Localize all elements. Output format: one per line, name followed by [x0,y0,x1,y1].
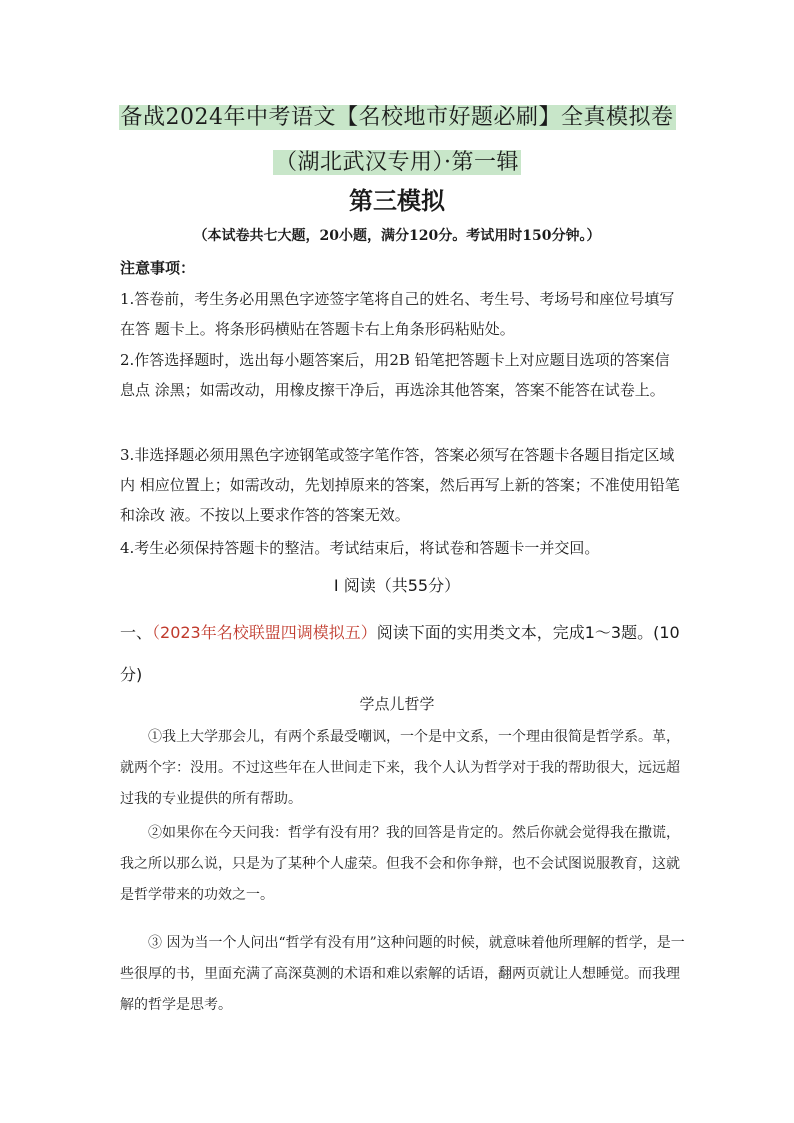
note-item-3: 3.非选择题必须用黑色字迹钢笔或签字笔作答，答案必须写在答题卡各题目指定区域内 相应位置上；如需改动，先划掉原来的答案，然后再写上新的答案；不准使用铅笔和涂改 液。不按以上要求作答的答案无效。 [120,446,680,524]
article-paragraph-2: ②如果你在今天问我：哲学有没有用？我的回答是肯定的。然后你就会觉得我在撒谎，我之所以那么说，只是为了某种个人虚荣。但我不会和你争辩，也不会试图说服教育，这就是哲学带来的功效之一。 [120,825,680,903]
article-paragraph-3: ③ 因为当一个人问出“哲学有没有用”这种问题的时候，就意味着他所理解的哲学，是一些很厚的书，里面充满了高深莫测的术语和难以索解的话语，翻两页就让人想睡觉。而我理解的哲学是思考。 [120,935,685,1013]
exam-subtitle: 第三模拟 [349,187,445,215]
question-1-prompt [120,612,690,696]
exam-title-line2 [0,143,794,183]
article-title: 学点儿哲学 [359,695,435,713]
question-1-text: 阅读下面的实用类文本，完成1～3题。(10分) [120,623,680,684]
section-title: Ⅰ 阅读（共55分） [333,576,461,595]
question-1-number: 一、 [120,623,153,642]
exam-title-line1-text: 备战2024年中考语文【名校地市好题必刷】全真模拟卷 [120,105,674,130]
exam-title-line2-text: （湖北武汉专用）·第一辑 [275,150,519,175]
question-1-source: （2023年名校联盟四调模拟五） [152,623,377,642]
note-item-1: 1.答卷前，考生务必用黑色字迹签字笔将自己的姓名、考生号、考场号和座位号填写在答 题卡上。将条形码横贴在答题卡右上角条形码粘贴处。 [120,290,675,338]
notes-heading: 注意事项： [120,259,196,277]
article-paragraph-1: ①我上大学那会儿，有两个系最受嘲讽，一个是中文系，一个理由很简是哲学系。革，就两个字：没用。不过这些年在人世间走下来，我个人认为哲学对于我的帮助很大，远远超过我的专业提供的所有帮助。 [120,729,680,807]
exam-info: （本试卷共七大题，20小题，满分120分。考试用时150分钟。） [193,228,601,244]
note-item-4: 4.考生必须保持答题卡的整洁。考试结束后，将试卷和答题卡一并交回。 [120,539,600,557]
note-item-2: 2.作答选择题时，选出每小题答案后，用2B 铅笔把答题卡上对应题目选项的答案信息点 涂黑；如需改动，用橡皮擦干净后，再选涂其他答案，答案不能答在试卷上。 [120,351,670,399]
exam-title-line1 [0,98,794,138]
